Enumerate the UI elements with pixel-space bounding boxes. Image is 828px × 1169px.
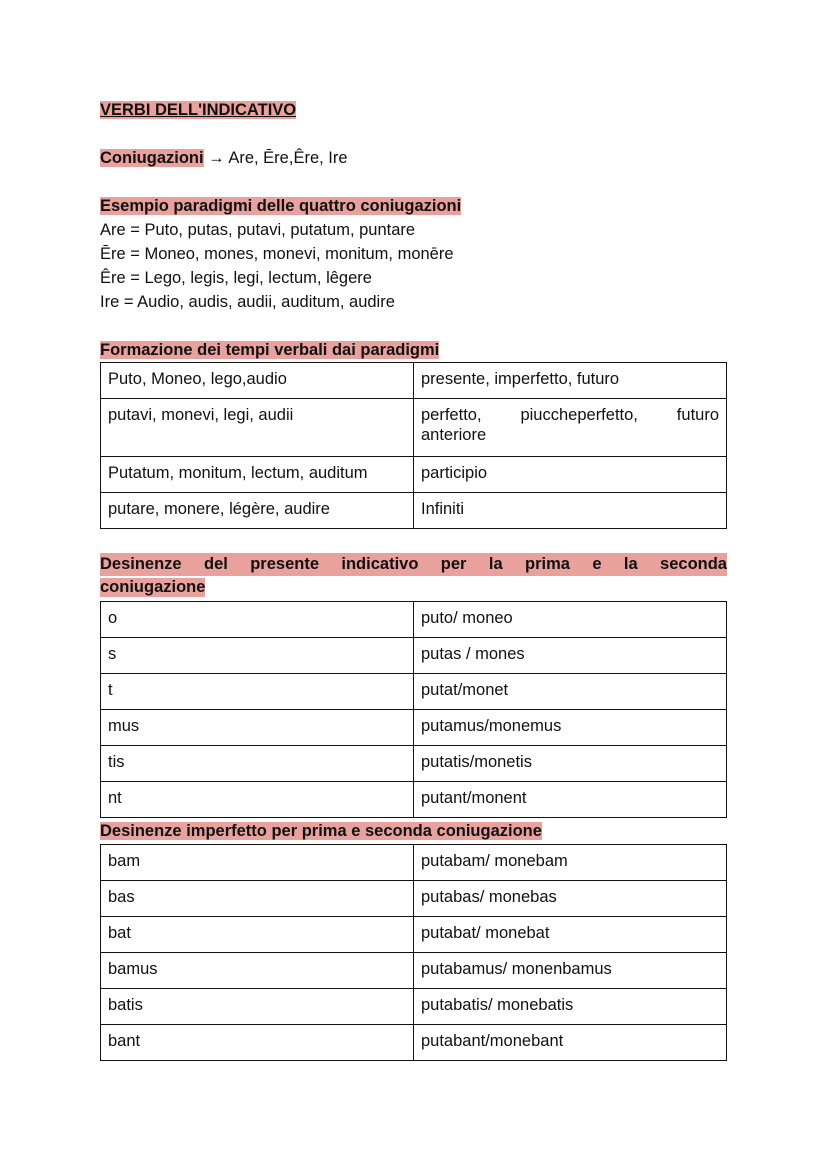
table-row bbox=[101, 881, 727, 917]
table-row bbox=[101, 782, 727, 818]
table-cell: putamus/monemus bbox=[414, 710, 727, 746]
page-title: VERBI DELL'INDICATIVO bbox=[100, 101, 297, 119]
table-cell: putabas/ monebas bbox=[414, 881, 727, 917]
esempio-line: Ēre = Moneo, mones, monevi, monitum, monēre bbox=[100, 245, 454, 263]
esempio-heading: Esempio paradigmi delle quattro coniugazioni bbox=[100, 197, 462, 215]
table-cell: putabatis/ monebatis bbox=[414, 989, 727, 1025]
imperfetto-heading: Desinenze imperfetto per prima e seconda coniugazione bbox=[100, 822, 542, 840]
table-row bbox=[101, 710, 727, 746]
table-cell: putas / mones bbox=[414, 638, 727, 674]
table-cell: mus bbox=[101, 710, 414, 746]
table-row bbox=[101, 917, 727, 953]
table-row bbox=[101, 457, 727, 493]
table-cell: bant bbox=[101, 1025, 414, 1061]
table-cell: puto/ moneo bbox=[414, 602, 727, 638]
table-cell: putat/monet bbox=[414, 674, 727, 710]
esempio-line: Ire = Audio, audis, audii, auditum, audire bbox=[100, 293, 395, 311]
table-row bbox=[101, 638, 727, 674]
presente-heading: Desinenze del presente indicativo per la prima e la seconda coniugazione bbox=[100, 555, 727, 596]
coniugazioni-text: → Are, Ēre,Êre, Ire bbox=[203, 149, 348, 167]
table-cell: Infiniti bbox=[414, 493, 727, 529]
table-cell: Putatum, monitum, lectum, auditum bbox=[101, 457, 414, 493]
table-row bbox=[101, 845, 727, 881]
table-cell: bas bbox=[101, 881, 414, 917]
table-cell: nt bbox=[101, 782, 414, 818]
esempio-line: Êre = Lego, legis, legi, lectum, lêgere bbox=[100, 269, 372, 287]
table-cell: tis bbox=[101, 746, 414, 782]
formazione-table bbox=[100, 362, 727, 529]
coniugazioni-label: Coniugazioni bbox=[100, 149, 204, 167]
table-cell: t bbox=[101, 674, 414, 710]
esempio-line: Are = Puto, putas, putavi, putatum, puntare bbox=[100, 221, 416, 239]
table-cell: putabat/ monebat bbox=[414, 917, 727, 953]
imperfetto-table bbox=[100, 844, 727, 1061]
table-cell: o bbox=[101, 602, 414, 638]
presente-table bbox=[100, 601, 727, 818]
table-cell: presente, imperfetto, futuro bbox=[414, 363, 727, 399]
table-row bbox=[101, 1025, 727, 1061]
table-cell: bamus bbox=[101, 953, 414, 989]
table-row bbox=[101, 602, 727, 638]
table-cell: bam bbox=[101, 845, 414, 881]
table-cell: putatis/monetis bbox=[414, 746, 727, 782]
table-cell: s bbox=[101, 638, 414, 674]
table-cell: perfetto, piuccheperfetto, futuro anteriore bbox=[414, 399, 727, 457]
table-row bbox=[101, 953, 727, 989]
formazione-heading: Formazione dei tempi verbali dai paradigmi bbox=[100, 341, 440, 359]
table-cell: Puto, Moneo, lego,audio bbox=[101, 363, 414, 399]
table-cell: bat bbox=[101, 917, 414, 953]
table-cell: participio bbox=[414, 457, 727, 493]
table-cell: putabam/ monebam bbox=[414, 845, 727, 881]
table-row bbox=[101, 363, 727, 399]
table-row bbox=[101, 399, 727, 457]
table-cell: putant/monent bbox=[414, 782, 727, 818]
table-cell: batis bbox=[101, 989, 414, 1025]
table-row bbox=[101, 746, 727, 782]
table-row bbox=[101, 493, 727, 529]
table-row bbox=[101, 989, 727, 1025]
coniugazioni-line bbox=[100, 148, 348, 168]
table-cell: putavi, monevi, legi, audii bbox=[101, 399, 414, 457]
table-cell: putabant/monebant bbox=[414, 1025, 727, 1061]
table-cell: putabamus/ monenbamus bbox=[414, 953, 727, 989]
table-row bbox=[101, 674, 727, 710]
table-cell: putare, monere, légère, audire bbox=[101, 493, 414, 529]
